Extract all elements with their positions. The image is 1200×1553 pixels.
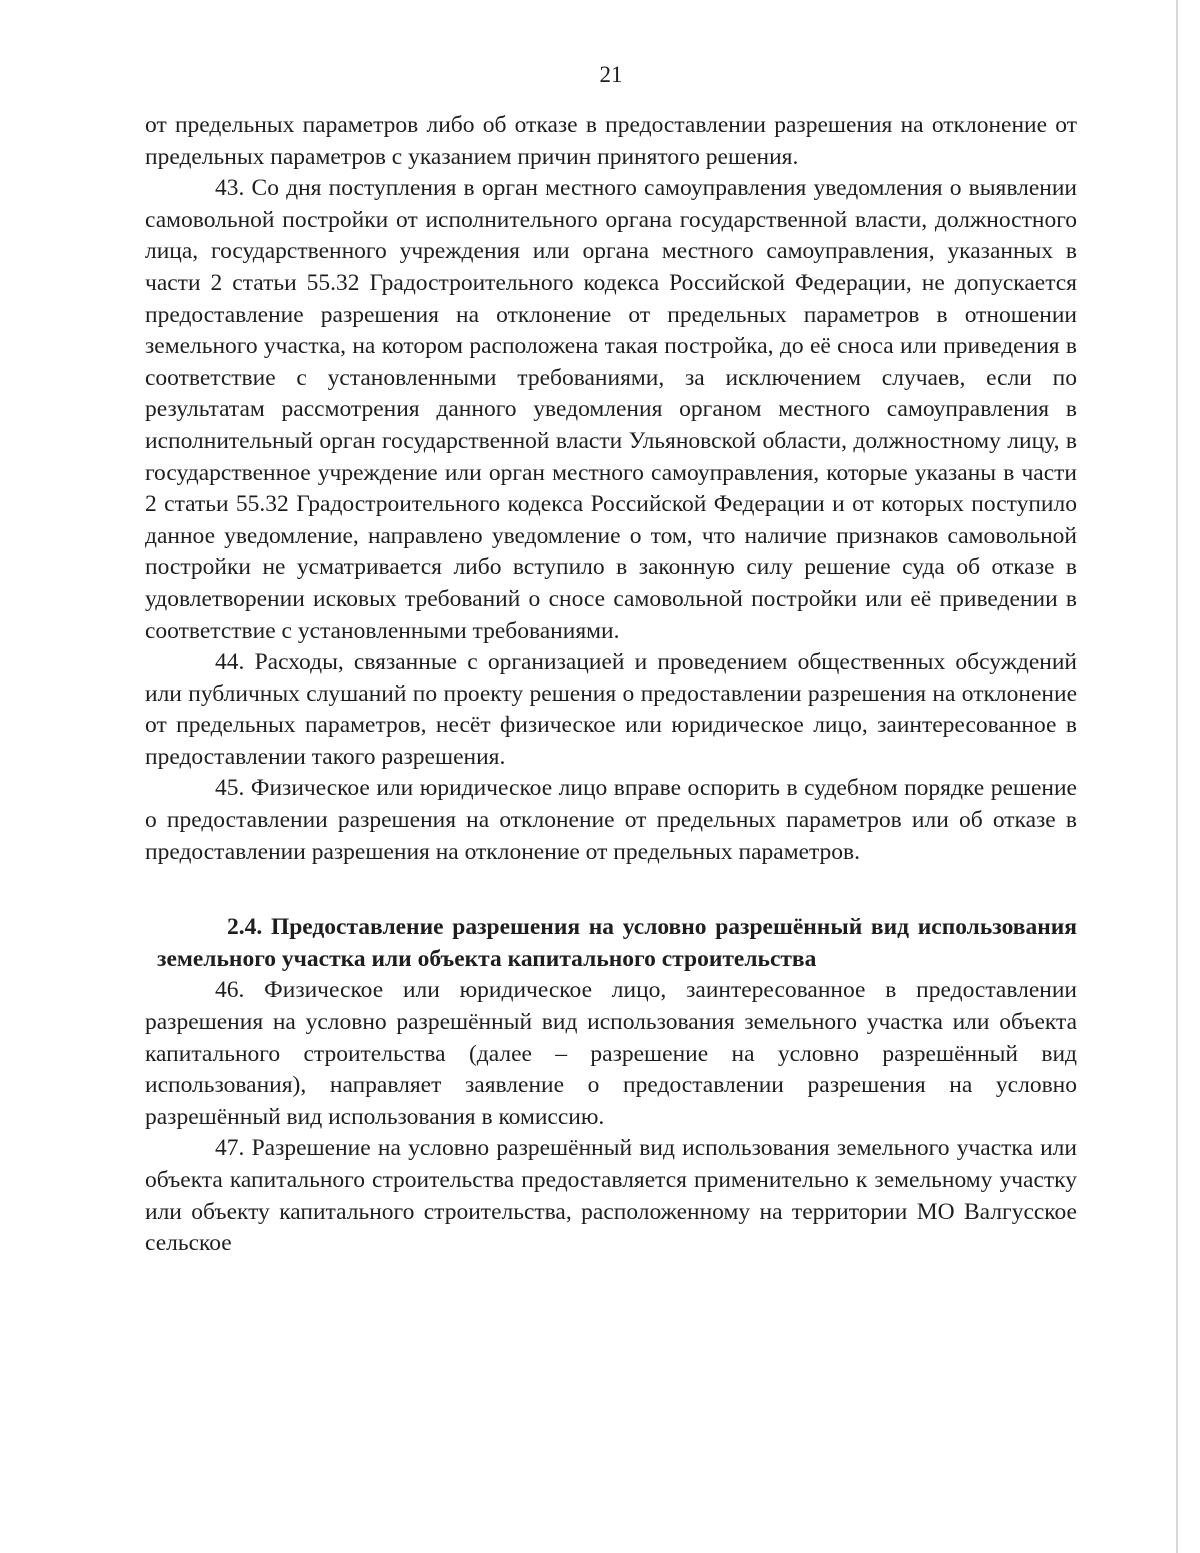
paragraph-44: 44. Расходы, связанные с организацией и проведением общественных обсуждений или публичных слушаний по проекту решения о предоставлении разрешения на отклонение от предельных параметров, несёт физическое или юридическое лицо, заинтересованное в предоставлении такого разрешения.: [145, 649, 1077, 770]
paragraph-47: 47. Разрешение на условно разрешённый вид использования земельного участка или объекта капитального строительства предоставляется применительно к земельному участку или объекту капитального строительства, расположенному на территории МО Валгусское сельское: [145, 1135, 1077, 1257]
section-heading: 2.4. Предоставление разрешения на условно разрешённый вид использования земельного участка или объекта капитального строительства: [157, 914, 1077, 972]
document-body: [145, 110, 1077, 1260]
paragraph-continuation: от предельных параметров либо об отказе в предоставлении разрешения на отклонение от предельных параметров с указанием причин принятого решения.: [145, 112, 1077, 170]
paragraph-43: 43. Со дня поступления в орган местного самоуправления уведомления о выявлении самовольной постройки от исполнительного органа государственной власти, должностного лица, государственного учреждения или органа местного самоуправления, указанных в части 2 статьи 55.32 Градостроительного кодекса Российской Федерации, не допускается предоставление разрешения на отклонение от предельных параметров в отношении земельного участка, на котором расположена такая постройка, до её сноса или приведения в соответствие с установленными требованиями, за исключением случаев, если по результатам рассмотрения данного уведомления органом местного самоуправления в исполнительный орган государственной власти Ульяновской области, должностному лицу, в государственное учреждение или орган местного самоуправления, которые указаны в части 2 статьи 55.32 Градостроительного кодекса Российской Федерации и от которых поступило данное уведомление, направлено уведомление о том, что наличие признаков самовольной постройки не усматривается либо вступило в законную силу решение суда об отказе в удовлетворении исковых требований о сносе самовольной постройки или её приведении в соответствие с установленными требованиями.: [145, 175, 1077, 644]
page-number: 21: [599, 62, 623, 87]
scan-edge-line: [1176, 0, 1178, 1553]
paragraph-46: 46. Физическое или юридическое лицо, заинтересованное в предоставлении разрешения на условно разрешённый вид использования земельного участка или объекта капитального строительства (далее – разрешение на условно разрешённый вид использования), направляет заявление о предоставлении разрешения на условно разрешённый вид использования в комиссию.: [145, 977, 1077, 1130]
paragraph-45: 45. Физическое или юридическое лицо вправе оспорить в судебном порядке решение о предоставлении разрешения на отклонение от предельных параметров или об отказе в предоставлении разрешения на отклонение от предельных параметров.: [145, 775, 1077, 865]
